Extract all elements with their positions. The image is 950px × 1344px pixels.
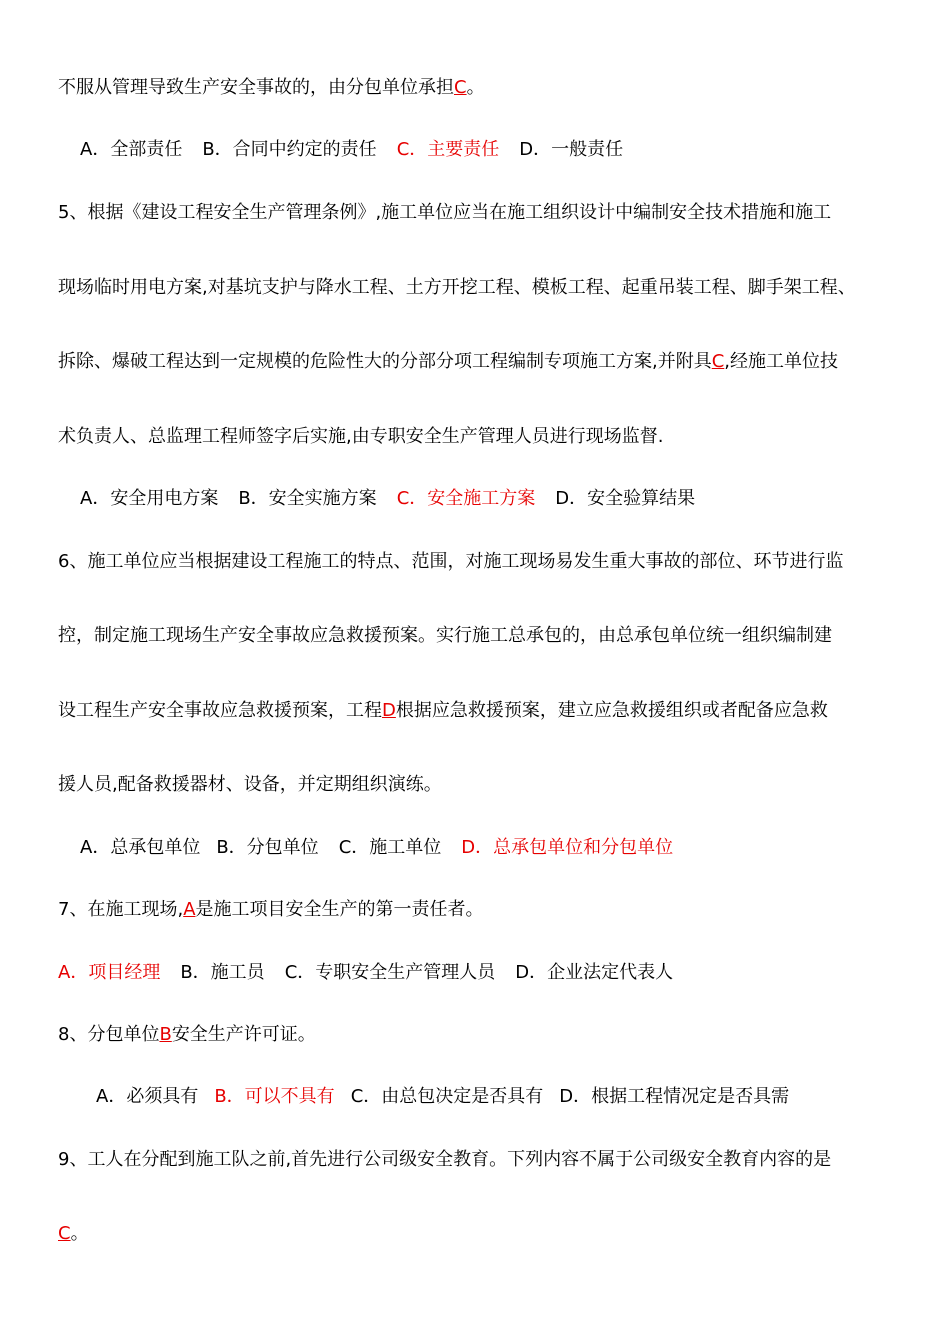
option-c: C．专职安全生产管理人员 (284, 962, 496, 983)
question-5-line-2: 现场临时用电方案,对基坑支护与降水工程、土方开挖工程、模板工程、起重吊装工程、脚手架工程、 (58, 277, 856, 298)
option-c: C．由总包决定是否具有 (350, 1086, 544, 1107)
question-7-line-1: 7、在施工现场,A是施工项目安全生产的第一责任者。 (58, 899, 484, 920)
option-a: A．必须具有 (96, 1086, 199, 1107)
option-a-correct: A．项目经理 (58, 962, 161, 983)
options-q6 (80, 836, 910, 860)
options-q5 (80, 487, 910, 511)
option-a: A．总承包单位 (80, 837, 201, 858)
question-5-line-3: 拆除、爆破工程达到一定规模的危险性大的分部分项工程编制专项施工方案,并附具C,经施工单位技 (58, 351, 839, 372)
answer-mark: C (454, 77, 467, 98)
options-q8 (96, 1085, 910, 1109)
answer-mark: C (711, 351, 725, 372)
answer-mark: D (382, 700, 396, 721)
question-5-line-4: 术负责人、总监理工程师签字后实施,由专职安全生产管理人员进行现场监督. (58, 426, 664, 447)
answer-mark: A (183, 899, 196, 920)
question-8-line-1: 8、分包单位B安全生产许可证。 (58, 1024, 316, 1045)
options-q7 (58, 961, 910, 985)
answer-mark: C (58, 1223, 71, 1244)
option-b: B．施工员 (180, 962, 265, 983)
option-d: D．企业法定代表人 (515, 962, 674, 983)
option-a: A．安全用电方案 (80, 488, 219, 509)
question-5-line-1: 5、根据《建设工程安全生产管理条例》,施工单位应当在施工组织设计中编制安全技术措施和施工 (58, 202, 832, 223)
option-b-correct: B．可以不具有 (214, 1086, 335, 1107)
option-d-correct: D．总承包单位和分包单位 (461, 837, 674, 858)
options-q4 (80, 138, 910, 162)
question-6-line-2: 控，制定施工现场生产安全事故应急救援预案。实行施工总承包的，由总承包单位统一组织编制建 (58, 625, 832, 646)
answer-mark: B (159, 1024, 172, 1045)
option-b: B．分包单位 (216, 837, 319, 858)
option-c-correct: C．安全施工方案 (396, 488, 536, 509)
question-6-line-1: 6、施工单位应当根据建设工程施工的特点、范围，对施工现场易发生重大事故的部位、环节进行监 (58, 551, 844, 572)
option-a: A．全部责任 (80, 139, 183, 160)
question-6-line-3: 设工程生产安全事故应急救援预案，工程D根据应急救援预案，建立应急救援组织或者配备应急救 (58, 700, 828, 721)
question-9-line-2: C。 (58, 1223, 89, 1244)
question-9-line-1: 9、工人在分配到施工队之前,首先进行公司级安全教育。下列内容不属于公司级安全教育内容的是 (58, 1149, 832, 1170)
option-d: D．根据工程情况定是否具需 (559, 1086, 790, 1107)
option-d: D．安全验算结果 (555, 488, 696, 509)
question-6-line-4: 援人员,配备救援器材、设备，并定期组织演练。 (58, 774, 442, 795)
option-c: C．施工单位 (338, 837, 442, 858)
text-line: 不服从管理导致生产安全事故的，由分包单位承担C。 (58, 77, 485, 98)
option-c-correct: C．主要责任 (396, 139, 500, 160)
option-b: B．安全实施方案 (238, 488, 377, 509)
option-d: D．一般责任 (519, 139, 624, 160)
option-b: B．合同中约定的责任 (202, 139, 377, 160)
